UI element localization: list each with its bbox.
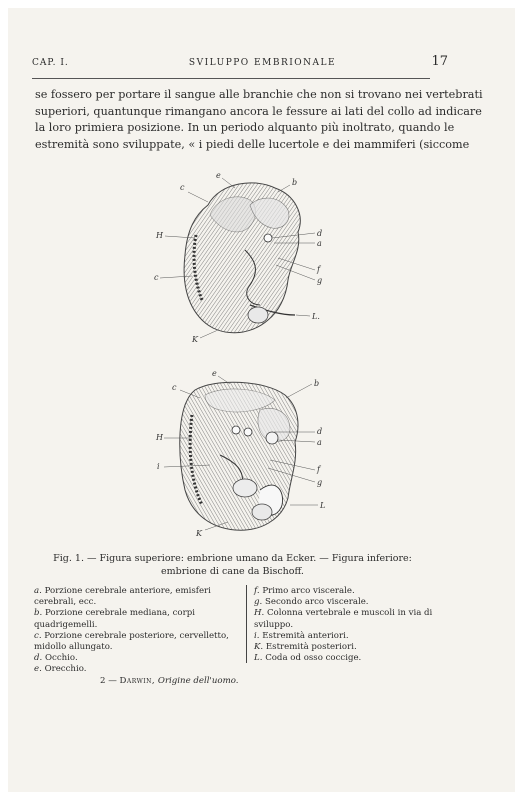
- legend-item: f. Primo arco viscerale.: [254, 586, 355, 596]
- legend-item: a. Porzione cerebrale anteriore, emisferi cerebrali, ecc.: [34, 586, 211, 608]
- header-rule: [32, 78, 430, 79]
- page-footer: [100, 676, 238, 686]
- label-K: K: [196, 529, 202, 538]
- body-paragraph: [35, 87, 483, 153]
- legend-right-column: [254, 586, 434, 664]
- label-L: L.: [312, 312, 320, 321]
- legend-item: d. Occhio.: [34, 653, 78, 664]
- label-a: a: [317, 438, 322, 447]
- body-line: estremità sono sviluppate, « i piedi delle lucertole e dei mammiferi (siccome: [35, 137, 470, 151]
- label-K: K: [192, 335, 198, 344]
- label-b: b: [314, 379, 320, 388]
- label-d: d: [317, 427, 323, 436]
- label-e: e: [216, 171, 221, 180]
- label-c: c: [172, 383, 177, 392]
- figure-human-embryo: [150, 170, 330, 350]
- figure-dog-embryo: [150, 370, 335, 545]
- legend-item: b. Porzione cerebrale mediana, corpi quadrigemelli.: [34, 608, 195, 630]
- label-c2: c: [154, 273, 159, 282]
- legend-item: K. Estremità posteriori.: [254, 642, 357, 653]
- body-line: la loro primiera posizione. In un periodo alquanto più inoltrato, quando le: [35, 121, 455, 134]
- legend-item: i. Estremità anteriori.: [254, 630, 349, 641]
- label-b: b: [292, 178, 298, 187]
- label-H: H: [156, 231, 163, 240]
- label-H: H: [156, 433, 163, 442]
- label-i: i: [157, 462, 160, 471]
- legend-left-column: [34, 586, 239, 676]
- body-line: superiori, quantunque rimangano ancora le fessure ai lati del collo ad indicare: [35, 104, 482, 118]
- legend-item: L. Coda od osso coccige.: [254, 653, 362, 664]
- label-f: f: [317, 465, 320, 474]
- footer-work: Origine dell'uomo.: [157, 676, 239, 686]
- footer-author: Darwin,: [119, 676, 156, 686]
- label-a: a: [317, 239, 322, 248]
- body-line: se fossero per portare il sangue alle branchie che non si trovano nei vertebrati: [35, 88, 483, 101]
- label-c: c: [180, 183, 185, 192]
- label-e: e: [212, 370, 217, 378]
- label-g: g: [317, 276, 323, 285]
- label-d: d: [317, 229, 323, 238]
- legend-item: g. Secondo arco viscerale.: [254, 597, 369, 608]
- footer-number: 2 —: [100, 676, 117, 686]
- legend-divider: [246, 585, 247, 663]
- label-f: f: [317, 265, 320, 274]
- page-number: 17: [431, 54, 448, 69]
- legend-item: H. Colonna vertebrale e muscoli in via di sviluppo.: [254, 608, 433, 630]
- running-title: SVILUPPO EMBRIONALE: [188, 58, 337, 68]
- label-L: L: [320, 501, 326, 510]
- legend-item: e. Orecchio.: [34, 664, 87, 675]
- caption-line-1: Fig. 1. — Figura superiore: embrione umano da Ecker. — Figura inferiore:: [53, 553, 412, 564]
- caption-line-2: embrione di cane da Bischoff.: [161, 566, 304, 577]
- figure-caption: [35, 552, 430, 578]
- label-g: g: [317, 478, 323, 487]
- legend-item: c. Porzione cerebrale posteriore, cervelletto, midollo allungato.: [34, 630, 229, 653]
- chapter-label: CAP. I.: [32, 58, 69, 68]
